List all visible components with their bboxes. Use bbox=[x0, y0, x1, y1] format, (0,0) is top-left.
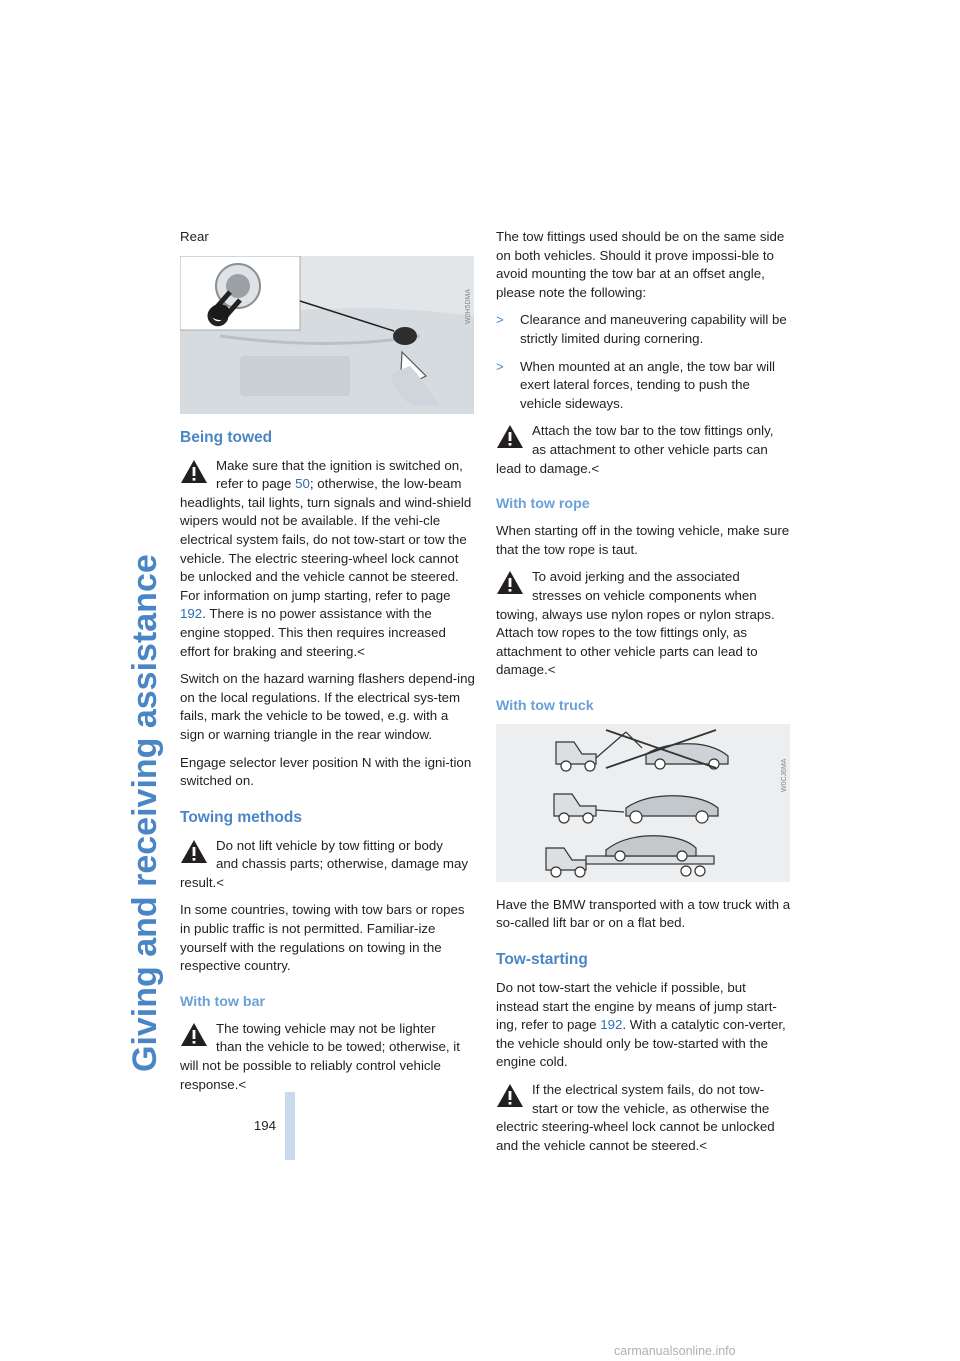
heading-with-tow-bar: With tow bar bbox=[180, 993, 265, 1010]
bullet-item bbox=[496, 358, 791, 414]
bullet-item bbox=[496, 311, 791, 348]
figure-code bbox=[462, 266, 472, 326]
warning-towing-methods-line1: Do not lift vehicle by tow fitting or body bbox=[216, 837, 443, 853]
warning-triangle-icon bbox=[180, 839, 208, 864]
warning-tow-starting-body: start or tow the vehicle, as otherwise the electric steering-wheel lock cannot be unlocked and the vehicle cannot be steered.< bbox=[496, 1100, 775, 1153]
warning-tow-bar bbox=[180, 1020, 475, 1094]
warning-tow-fittings bbox=[496, 422, 791, 478]
page-number: 194 bbox=[253, 1118, 276, 1133]
page-link-192[interactable]: 192 bbox=[600, 1017, 623, 1033]
bullet-mark: > bbox=[496, 358, 504, 374]
warning-tow-starting-line1: If the electrical system fails, do not tow- bbox=[532, 1082, 765, 1098]
warning-tow-fittings-line1: Attach the tow bar to the tow fittings only, bbox=[532, 423, 774, 439]
para-tow-fittings: The tow fittings used should be on the same side on both vehicles. Should it prove impossi-ble to avoid mounting the tow bar at an offset angle, please note the following: bbox=[496, 229, 785, 300]
warning-tow-fittings-line2 bbox=[496, 441, 791, 478]
page-link-50[interactable]: 50 bbox=[295, 476, 310, 492]
warning-being-towed bbox=[180, 457, 475, 662]
bullet-text-lateral-forces: When mounted at an angle, the tow bar will exert lateral forces, tending to push the vehicle sideways. bbox=[520, 358, 776, 411]
rear-tow-fitting-figure bbox=[180, 256, 474, 414]
heading-tow-starting: Tow-starting bbox=[496, 951, 588, 969]
heading-with-tow-rope: With tow rope bbox=[496, 496, 590, 513]
heading-towing-methods: Towing methods bbox=[180, 808, 302, 826]
warning-tow-rope-line1: To avoid jerking and the associated bbox=[532, 569, 740, 585]
side-title bbox=[94, 232, 174, 1072]
rear-label: Rear bbox=[180, 229, 209, 244]
heading-with-tow-truck: With tow truck bbox=[496, 697, 594, 714]
side-title-text: Giving and receiving assistance bbox=[126, 554, 164, 1072]
warning-towing-methods bbox=[180, 837, 475, 893]
warning-tow-rope-body: stresses on vehicle components when towing, always use nylon ropes or nylon straps. Attach tow ropes to the tow fittings only, as attachment to other vehicle parts can lead to damage.< bbox=[496, 587, 775, 678]
warning-tow-rope bbox=[496, 568, 791, 680]
right-column bbox=[496, 228, 791, 1164]
para-tow-regulations: In some countries, towing with tow bars or ropes in public traffic is not permitted. Familiar-ize yourself with the regulations on towing in the respective country. bbox=[180, 902, 465, 974]
figure-code bbox=[778, 734, 788, 794]
warning-being-towed-end: . There is no power assistance with the engine stopped. This then requires increased effort for braking and steering.< bbox=[180, 606, 446, 659]
para-tow-truck: Have the BMW transported with a tow truck with a so-called lift bar or on a flat bed. bbox=[496, 896, 791, 931]
figure-code-text: W0CJ6MA bbox=[781, 758, 788, 792]
para-tow-starting-b: . With a catalytic con-verter, the vehicle should only be tow-started with the engine cold. bbox=[496, 1017, 786, 1070]
warning-being-towed-line1: Make sure that the ignition is switched on, bbox=[216, 457, 463, 473]
warning-tow-starting bbox=[496, 1081, 791, 1155]
tow-truck-figure bbox=[496, 724, 790, 882]
warning-tow-bar-line1: The towing vehicle may not be lighter bbox=[216, 1020, 436, 1036]
figure-code-text: W0H5DMA bbox=[465, 288, 472, 324]
warning-being-towed-body: ; otherwise, the low-beam headlights, tail lights, turn signals and wind-shield wipers would not be available. If the vehi-cle electrical system fails, do not tow-start or tow the vehicle. The electric steering-wheel lock cannot be unlocked and the vehicle cannot be steered. For information on jump starting, refer to page bbox=[180, 476, 472, 603]
warning-tow-bar-body: than the vehicle to be towed; otherwise, it will not be possible to reliably control vehicle response.< bbox=[180, 1039, 460, 1092]
warning-tow-rope-line2 bbox=[496, 587, 791, 680]
warning-being-towed-text bbox=[180, 475, 475, 661]
para-tow-starting-a: Do not tow-start the vehicle if possible, but instead start the engine by means of jump start-ing, refer to page bbox=[496, 980, 777, 1033]
warning-triangle-icon bbox=[496, 1083, 524, 1108]
warning-tow-starting-line2 bbox=[496, 1100, 791, 1156]
warning-triangle-icon bbox=[180, 459, 208, 484]
bullet-text-cornering: Clearance and maneuvering capability will be strictly limited during cornering. bbox=[520, 312, 787, 346]
warning-triangle-icon bbox=[496, 570, 524, 595]
para-tow-rope: When starting off in the towing vehicle, make sure that the tow rope is taut. bbox=[496, 523, 790, 557]
watermark: carmanualsonline.info bbox=[614, 1344, 736, 1358]
warning-triangle-icon bbox=[496, 424, 524, 449]
warning-towing-methods-body: and chassis parts; otherwise, damage may result.< bbox=[180, 856, 469, 890]
warning-being-towed-line2: refer to page bbox=[216, 476, 296, 492]
para-tow-starting bbox=[496, 979, 791, 1072]
warning-tow-fittings-body: as attachment to other vehicle parts can lead to damage.< bbox=[496, 441, 768, 476]
para-hazard-flashers: Switch on the hazard warning flashers depend-ing on the local regulations. If the electrical sys-tem fails, mark the vehicle to be towed, e.g. with a sign or warning triangle in the rear window. bbox=[180, 671, 475, 742]
warning-towing-methods-line2 bbox=[180, 855, 475, 892]
warning-triangle-icon bbox=[180, 1022, 208, 1047]
heading-being-towed: Being towed bbox=[180, 428, 273, 446]
page-link-192[interactable]: 192 bbox=[180, 606, 203, 622]
para-selector-lever: Engage selector lever position N with the igni-tion switched on. bbox=[180, 754, 472, 789]
warning-tow-bar-line2 bbox=[180, 1038, 475, 1094]
left-column bbox=[180, 228, 475, 1103]
bullet-mark: > bbox=[496, 312, 504, 328]
